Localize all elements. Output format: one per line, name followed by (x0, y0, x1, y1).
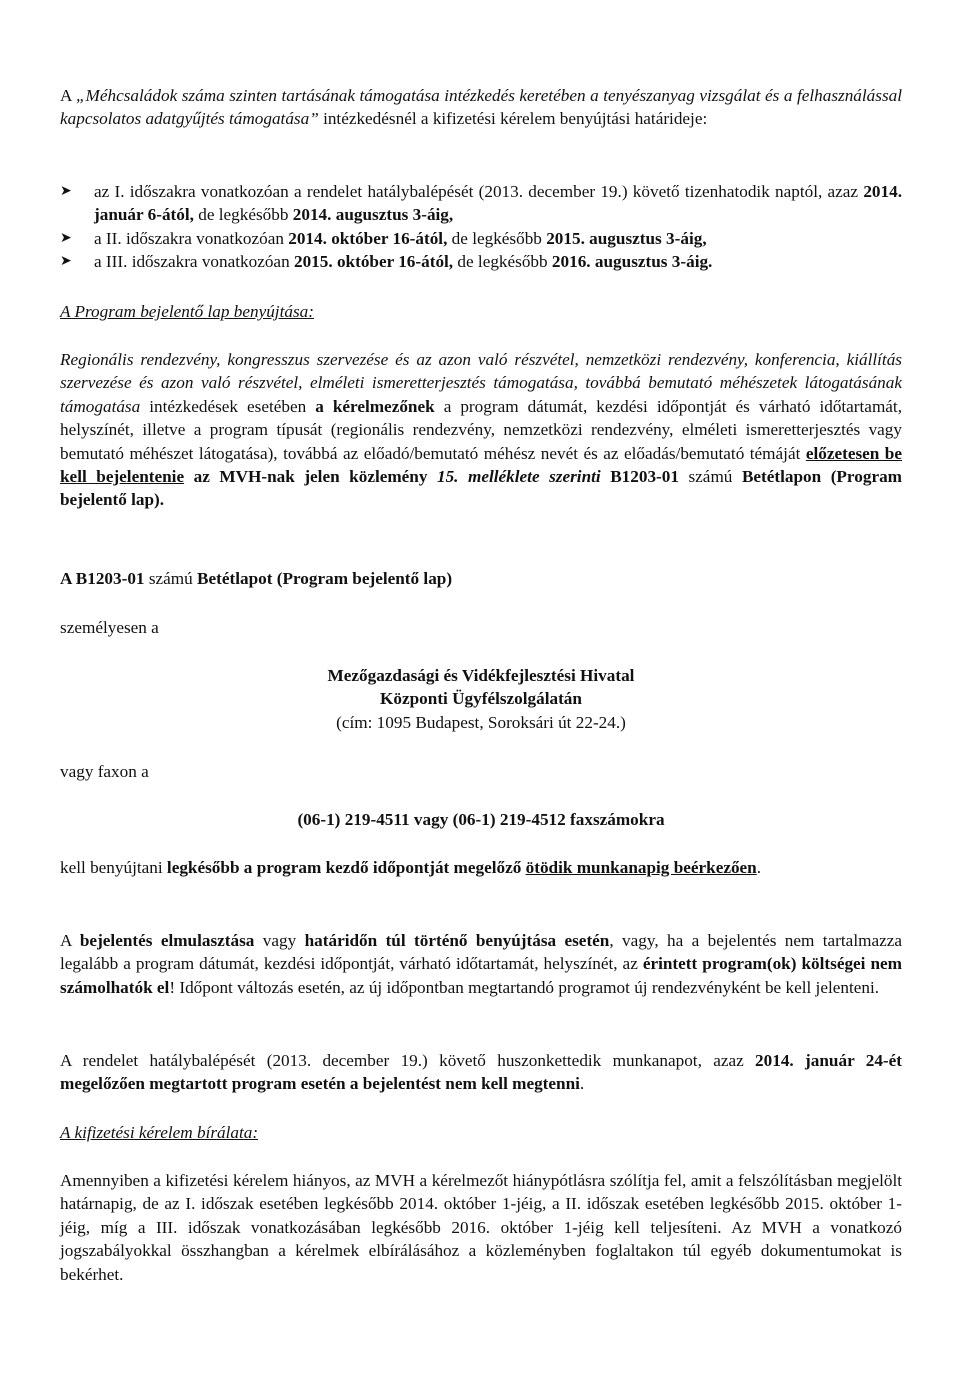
office-name: Mezőgazdasági és Vidékfejlesztési Hivatal (327, 666, 635, 685)
program-section-heading: A Program bejelentő lap benyújtása: (60, 302, 314, 321)
review-heading: A kifizetési kérelem bírálata: (60, 1123, 259, 1142)
list-item: ➤ a II. időszakra vonatkozóan 2014. október 16-ától, de legkésőbb 2015. augusztus 3-áig, (60, 227, 902, 250)
exception-paragraph: A rendelet hatálybalépését (2013. december 19.) követő huszonkettedik munkanapot, azaz 2014. január 24-ét megelőzően megtartott program esetén a bejelentést nem kell megtenni. (60, 1051, 902, 1094)
review-paragraph: Amennyiben a kifizetési kérelem hiányos, az MVH a kérelmezőt hiánypótlásra szólítja fel, amit a felszólításban megjelölt határnapig, de az I. időszak esetében legkésőbb 2014. október 1-jéig, a II. időszak esetében legkésőbb 2015. október 1-jéig, míg a III. időszak vonatkozásában legkésőbb 2016. október 1-jéig kell teljesíteni. Az MVH a vonatkozó jogszabályokkal összhangban a kérelmek elbírálásához a közleményben foglaltakon túl egyéb dokumentumokat is bekérhet. (60, 1171, 902, 1284)
measure-name: „Méhcsaládok száma szinten tartásának támogatása intézkedés keretében a tenyészanyag vizsgálat és a felhasználással kapcsolatos adatgyűjtés támogatása” (60, 86, 903, 129)
submit-heading: A B1203-01 számú Betétlapot (Program bejelentő lap) (60, 569, 453, 588)
intro-suffix: intézkedésnél a kifizetési kérelem benyújtási határideje: (318, 109, 708, 129)
arrow-bullet-icon: ➤ (60, 183, 72, 199)
arrow-bullet-icon: ➤ (60, 229, 72, 246)
office-address: (cím: 1095 Budapest, Soroksári út 22-24.) (336, 712, 626, 732)
intro-prefix: A (60, 86, 76, 105)
list-item: ➤ a III. időszakra vonatkozóan 2015. október 16-ától, de legkésőbb 2016. augusztus 3-áig. (60, 250, 902, 273)
personal-label: személyesen a (60, 618, 159, 637)
arrow-bullet-icon: ➤ (60, 253, 72, 270)
deadline-paragraph: kell benyújtani legkésőbb a program kezdő időpontját megelőző ötödik munkanapig beérkezően. (60, 858, 762, 877)
office-dept: Központi Ügyfélszolgálatán (380, 689, 582, 709)
fax-numbers: (06-1) 219-4511 vagy (06-1) 219-4512 faxszámokra (297, 810, 665, 829)
omission-paragraph: A bejelentés elmulasztása vagy határidőn túl történő benyújtása esetén, vagy, ha a bejelentés nem tartalmazza legalább a program dátumát, kezdési időpontját, várható időtartamát, helyszínét, az érintett program(ok) költségei nem számolhatók el! Időpont változás esetén, az új időpontban megtartandó programot új rendezvényként be kell jelenteni. (60, 931, 902, 997)
office-block (60, 664, 902, 734)
program-paragraph: Regionális rendezvény, kongresszus szervezése és az azon való részvétel, nemzetközi rendezvény, konferencia, kiállítás szervezése és azon való részvétel, elméleti ismeretterjesztés támogatása, továbbá bemutató méhészetek látogatásának támogatása intézkedések esetében a kérelmezőnek a program dátumát, kezdési időpontját és várható időtartamát, helyszínét, illetve a program típusát (regionális rendezvény, nemzetközi rendezvény, elméleti ismeretterjesztés vagy bemutató méhészet látogatása), továbbá az előadó/bemutató méhész nevét és az előadás/bemutató témáját előzetesen be kell bejelentenie az MVH-nak jelen közlemény 15. melléklete szerinti B1203-01 számú Betétlapon (Program bejelentő lap). (60, 350, 903, 510)
intro-paragraph (60, 84, 902, 131)
list-item: ➤ az I. időszakra vonatkozóan a rendelet hatálybalépését (2013. december 19.) követő tizenhatodik naptól, azaz 2014. január 6-ától, de legkésőbb 2014. augusztus 3-áig, (60, 182, 902, 225)
period-list (60, 180, 902, 274)
fax-label: vagy faxon a (60, 762, 149, 781)
